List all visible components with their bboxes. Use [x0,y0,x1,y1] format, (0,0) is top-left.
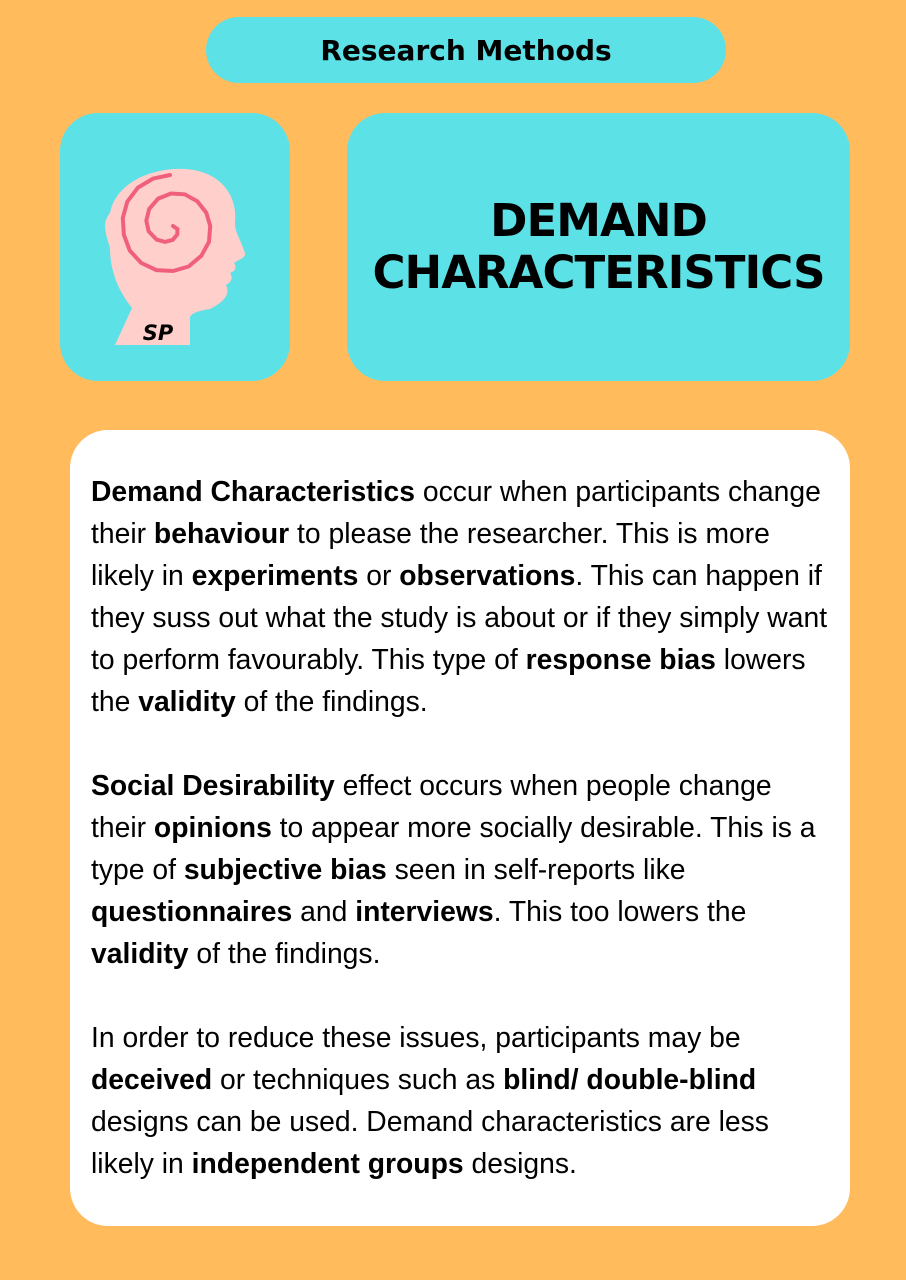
text-run: designs. [463,1147,577,1179]
logo-initials: SP [142,321,174,345]
paragraph-social-desirability [91,764,830,974]
text-run: to please the researcher. This is more likely in [91,517,770,591]
text-run: effect occurs when people change their [91,769,772,843]
bold-term: observations [399,559,576,591]
bold-term: opinions [153,811,272,843]
text-run: . This too lowers the [493,895,747,927]
text-run: and [292,895,356,927]
bold-term: deceived [91,1063,213,1095]
text-run: or [358,559,400,591]
head-spiral-icon [60,113,290,381]
section-header [206,17,726,83]
bold-term: independent groups [191,1147,464,1179]
text-run: . This can happen if they suss out what the study is about or if they simply want to perform favourably. This type of [91,559,828,675]
bold-term: interviews [355,895,494,927]
bold-term: blind/ double-blind [503,1063,757,1095]
bold-term: subjective bias [183,853,387,885]
bold-term: behaviour [153,517,290,549]
text-run: seen in self-reports like [386,853,686,885]
section-header-label: Research Methods [320,33,612,67]
text-run: to appear more socially desirable. This is a type of [91,811,816,885]
paragraph-demand-characteristics [91,470,830,722]
logo-card [60,113,290,381]
page-title-line-1: DEMAND [490,194,707,247]
bold-term: questionnaires [91,895,293,927]
text-run: designs can be used. Demand characteristics are less likely in [91,1105,769,1179]
bold-term: Demand Characteristics [91,475,415,507]
page-title-line-2: CHARACTERISTICS [372,246,825,299]
bold-term: Social Desirability [91,769,335,801]
text-run: In order to reduce these issues, participants may be [91,1021,741,1053]
content-card [70,430,850,1226]
text-run: occur when participants change their [91,475,821,549]
text-run: or techniques such as [212,1063,504,1095]
text-run: lowers the [91,643,806,717]
text-run: of the findings. [188,937,381,969]
paragraph-reducing-issues [91,1016,830,1184]
bold-term: validity [91,937,189,969]
title-card [347,113,850,381]
bold-term: experiments [191,559,359,591]
text-run: of the findings. [235,685,428,717]
bold-term: response bias [525,643,716,675]
bold-term: validity [138,685,236,717]
